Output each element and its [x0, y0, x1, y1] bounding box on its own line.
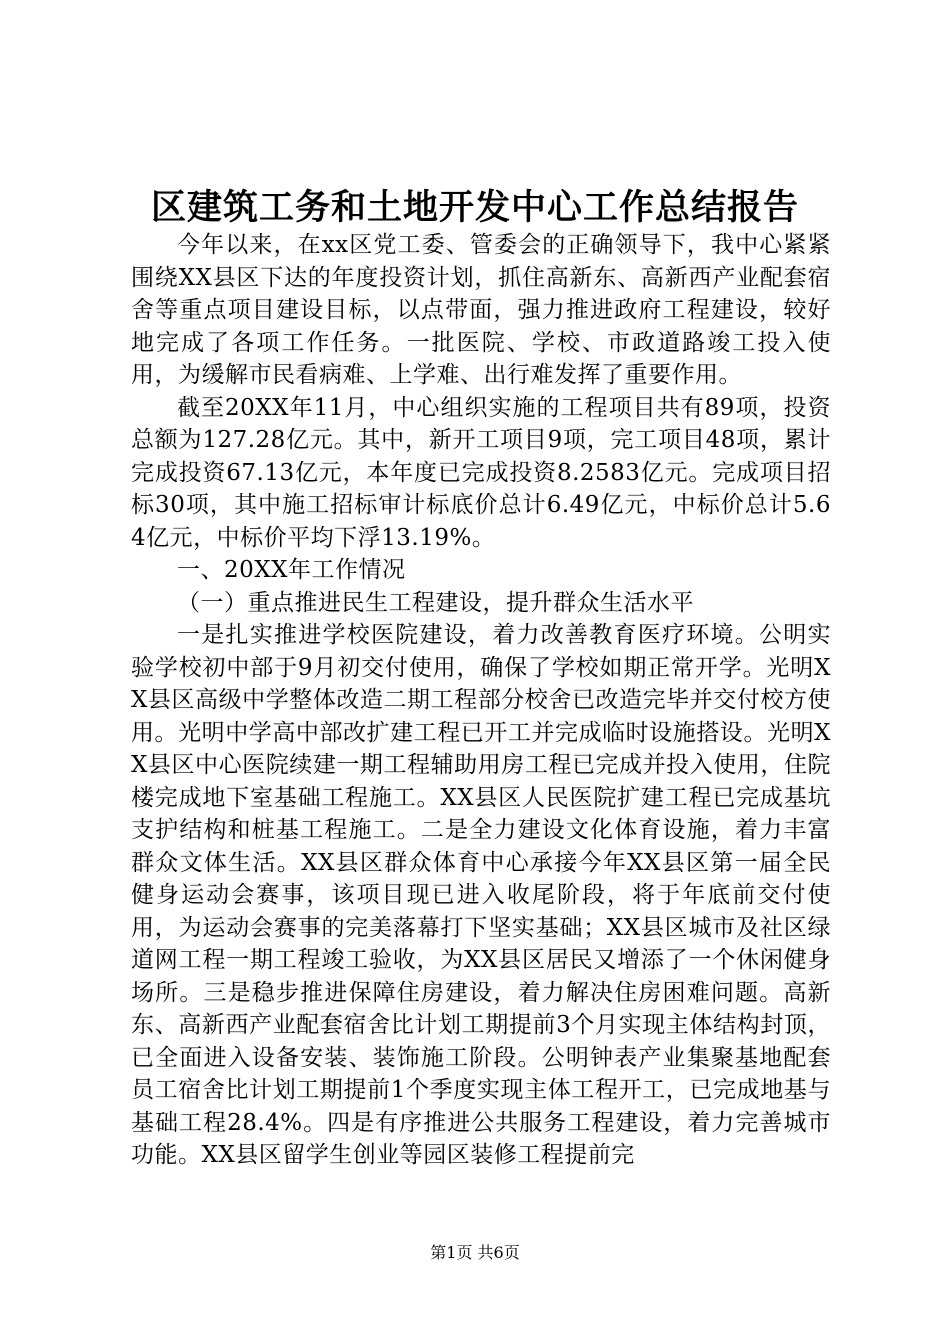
paragraph-intro: 今年以来，在xx区党工委、管委会的正确领导下，我中心紧紧围绕XX县区下达的年度投资计划，抓住高新东、高新西产业配套宿舍等重点项目建设目标，以点带面，强力推进政府工程建设，较好地完成了各项工作任务。一批医院、学校、市政道路竣工投入使用，为缓解市民看病难、上学难、出行难发挥了重要作用。: [131, 232, 831, 388]
paragraph-statistics: 截至20XX年11月，中心组织实施的工程项目共有89项，投资总额为127.28亿元。其中，新开工项目9项，完工项目48项，累计完成投资67.13亿元，本年度已完成投资8.2583亿元。完成项目招标30项，其中施工招标审计标底价总计6.49亿元，中标价总计5.64亿元，中标价平均下浮13.19%。: [131, 394, 831, 551]
document-body: [131, 229, 831, 1172]
page-footer: 第1页 共6页: [430, 1243, 520, 1262]
document-title: 区建筑工务和土地开发中心工作总结报告: [150, 187, 799, 228]
paragraph-details: 一是扎实推进学校医院建设，着力改善教育医疗环境。公明实验学校初中部于9月初交付使用，确保了学校如期正常开学。光明XX县区高级中学整体改造二期工程部分校舍已改造完毕并交付校方使用。光明中学高中部改扩建工程已开工并完成临时设施搭设。光明XX县区中心医院续建一期工程辅助用房工程已完成并投入使用，住院楼完成地下室基础工程施工。XX县区人民医院扩建工程已完成基坑支护结构和桩基工程施工。二是全力建设文化体育设施，着力丰富群众文体生活。XX县区群众体育中心承接今年XX县区第一届全民健身运动会赛事，该项目现已进入收尾阶段，将于年底前交付使用，为运动会赛事的完美落幕打下坚实基础；XX县区城市及社区绿道网工程一期工程竣工验收，为XX县区居民又增添了一个休闲健身场所。三是稳步推进保障住房建设，着力解决住房困难问题。高新东、高新西产业配套宿舍比计划工期提前3个月实现主体结构封顶，已全面进入设备安装、装饰施工阶段。公明钟表产业集聚基地配套员工宿舍比计划工期提前1个季度实现主体工程开工，已完成地基与基础工程28.4%。四是有序推进公共服务工程建设，着力完善城市功能。XX县区留学生创业等园区装修工程提前完: [131, 622, 831, 1168]
subsection-heading: （一）重点推进民生工程建设，提升群众生活水平: [177, 589, 694, 616]
section-heading: 一、20XX年工作情况: [177, 557, 406, 583]
